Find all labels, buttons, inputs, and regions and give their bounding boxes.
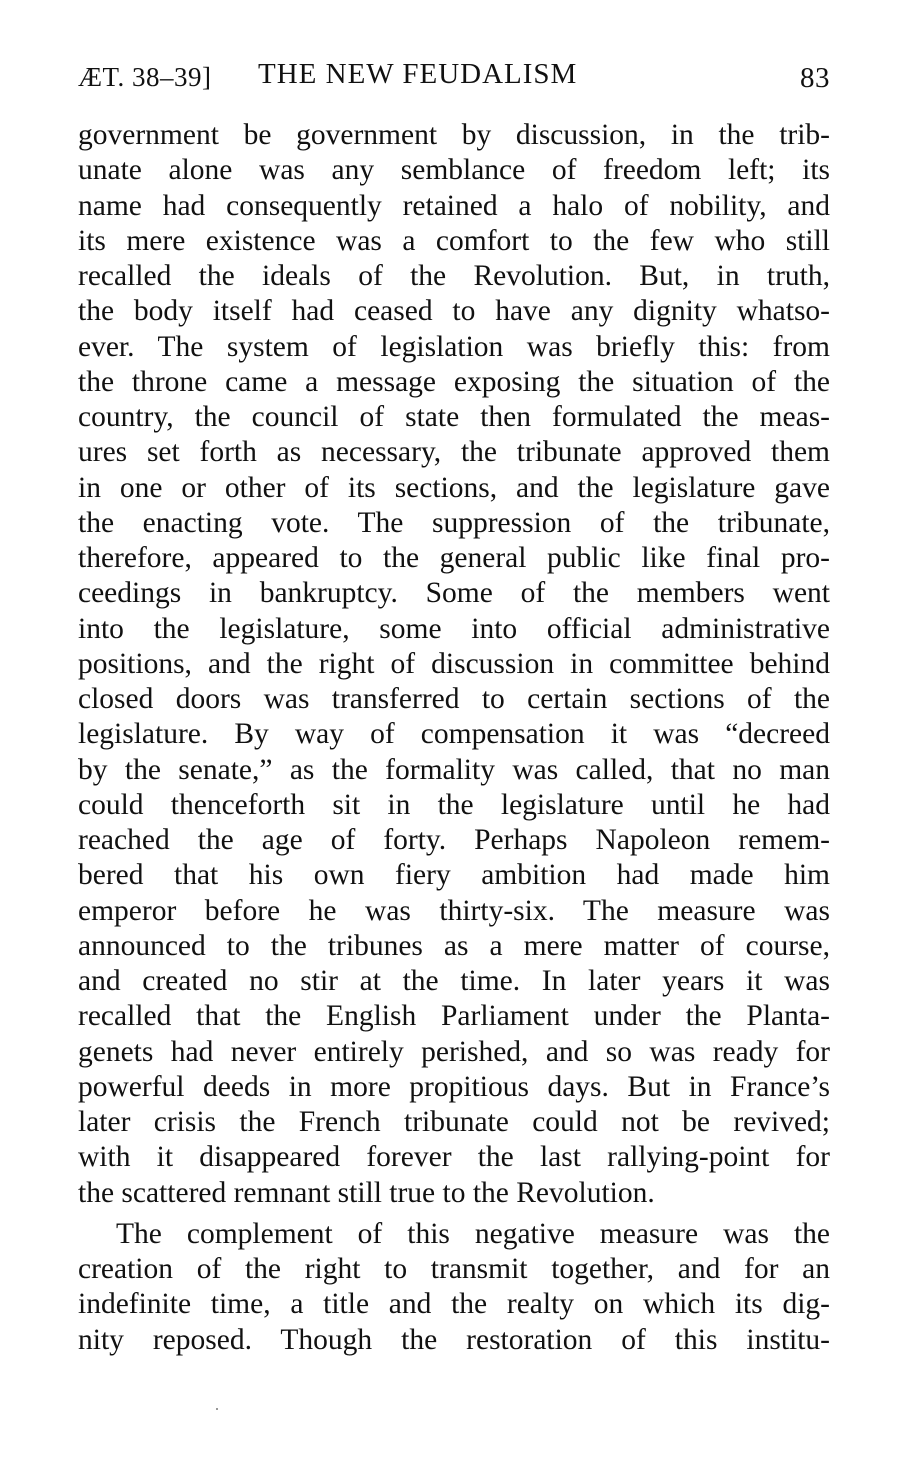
text-line: nity reposed. Though the restoration of this institu- [78, 1323, 830, 1356]
text-line: ceedings in bankruptcy. Some of the members went [78, 577, 830, 610]
text-line: ever. The system of legislation was briefly this: from [78, 330, 830, 363]
text-line: could thenceforth sit in the legislature until he had [78, 788, 830, 821]
running-head [78, 58, 830, 100]
text-line: genets had never entirely perished, and so was ready for [78, 1035, 830, 1068]
text-line: positions, and the right of discussion in committee behind [78, 647, 830, 680]
paragraph-1 [78, 118, 830, 1211]
text-line: ures set forth as necessary, the tribunate approved them [78, 436, 830, 469]
paper-speck [216, 1408, 218, 1410]
text-line: recalled the ideals of the Revolution. But, in truth, [78, 260, 830, 292]
text-line: announced to the tribunes as a mere matter of course, [78, 929, 830, 962]
text-line: the throne came a message exposing the situation of the [78, 365, 830, 398]
text-line: the enacting vote. The suppression of the tribunate, [78, 506, 830, 539]
running-head-age-range: ÆT. 38–39] [78, 62, 212, 92]
text-line: country, the council of state then formulated the meas- [78, 401, 830, 433]
text-line: with it disappeared forever the last rallying-point for [78, 1141, 830, 1174]
text-line: emperor before he was thirty-six. The measure was [78, 894, 830, 927]
text-line: therefore, appeared to the general public like final pro- [78, 542, 830, 574]
text-line: The complement of this negative measure was the [116, 1217, 830, 1250]
text-line: closed doors was transferred to certain sections of the [78, 683, 830, 715]
text-line: powerful deeds in more propitious days. But in France’s [78, 1070, 830, 1103]
body-text [78, 118, 830, 1358]
text-line: in one or other of its sections, and the legislature gave [78, 471, 830, 504]
text-line: reached the age of forty. Perhaps Napoleon remem- [78, 824, 830, 856]
text-line: government be government by discussion, in the trib- [78, 119, 830, 151]
text-line: the body itself had ceased to have any dignity whatso- [78, 295, 830, 328]
running-head-title: THE NEW FEUDALISM [258, 58, 578, 90]
text-line: and created no stir at the time. In later years it was [78, 965, 830, 997]
text-line: bered that his own fiery ambition had made him [78, 859, 830, 892]
text-line: unate alone was any semblance of freedom left; its [78, 154, 830, 187]
text-line: creation of the right to transmit together, and for an [78, 1253, 830, 1285]
text-line: legislature. By way of compensation it was “decreed [78, 718, 830, 751]
text-line: its mere existence was a comfort to the few who still [78, 224, 830, 257]
text-line: by the senate,” as the formality was called, that no man [78, 753, 830, 786]
page-number: 83 [800, 62, 830, 94]
text-line: later crisis the French tribunate could not be revived; [78, 1106, 830, 1138]
text-line: indefinite time, a title and the realty on which its dig- [78, 1288, 830, 1321]
paragraph-2 [78, 1217, 830, 1358]
text-line: into the legislature, some into official administrative [78, 612, 830, 645]
text-line: the scattered remnant still true to the Revolution. [78, 1176, 655, 1209]
text-line: recalled that the English Parliament under the Planta- [78, 1000, 830, 1033]
text-line: name had consequently retained a halo of nobility, and [78, 189, 830, 222]
